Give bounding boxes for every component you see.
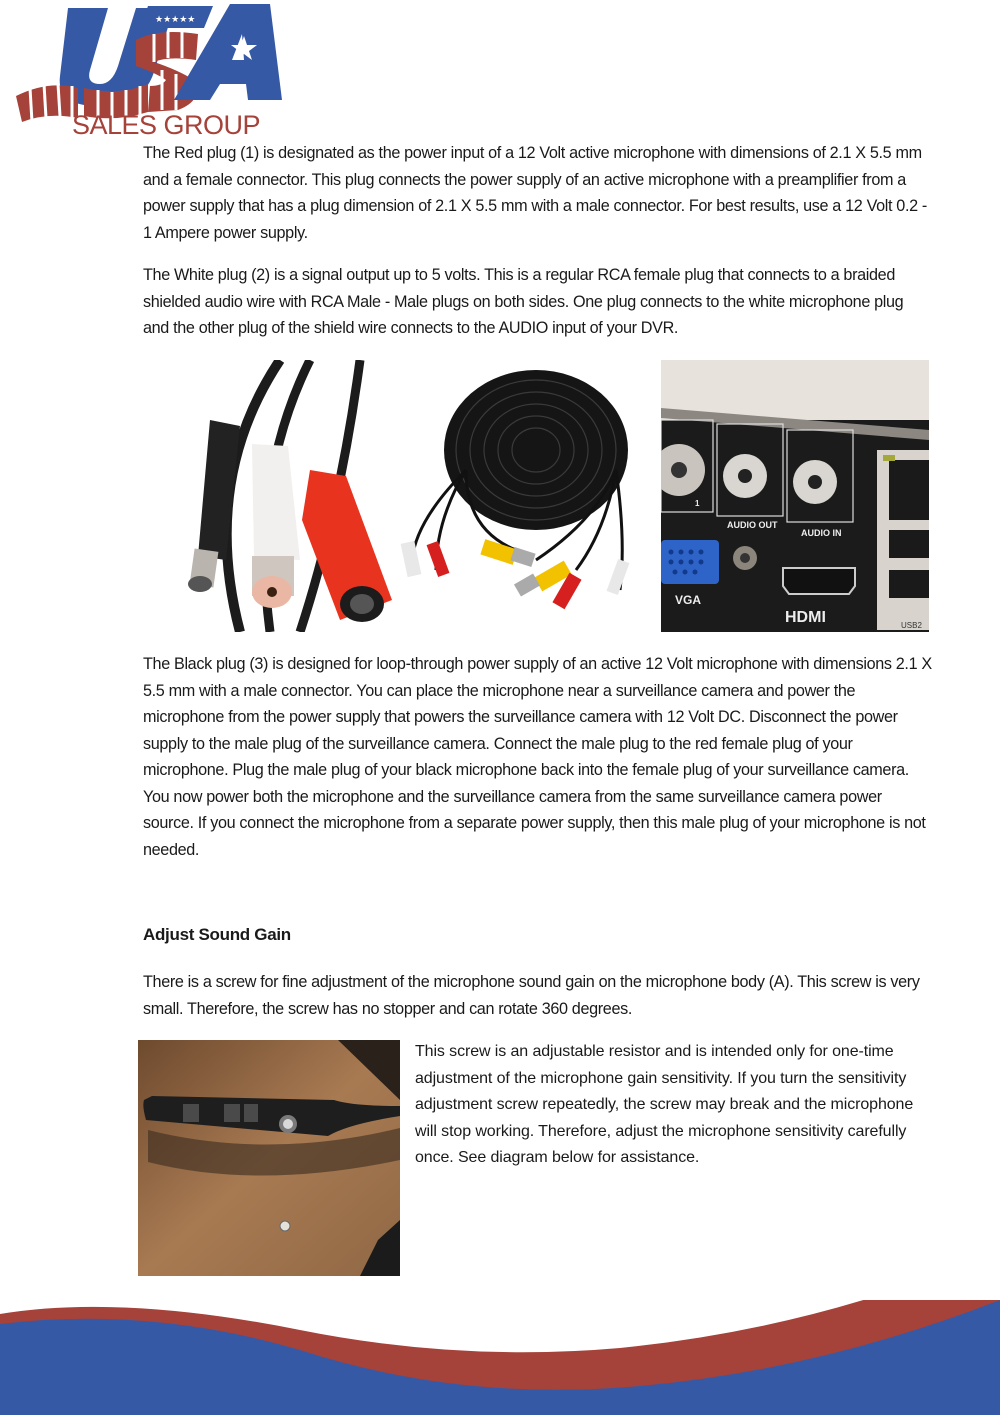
microphone-screw-photo: [138, 1040, 400, 1276]
logo-tagline: SALES GROUP: [72, 110, 261, 140]
sound-gain-intro-paragraph: There is a screw for fine adjustment of the microphone sound gain on the microphone body (A). This screw is very small. Therefore, the screw has no stopper and can rotate 360 degrees.: [143, 973, 920, 1018]
white-plug-paragraph: The White plug (2) is a signal output up to 5 volts. This is a regular RCA female plug that connects to a braided shielded audio wire with RCA Male - Male plugs on both sides. One plug connects to the white microphone plug and the other plug of the shield wire connects to the AUDIO input of your DVR.: [143, 266, 904, 337]
microphone-plugs-photo: [160, 360, 396, 632]
sound-gain-warning-paragraph: This screw is an adjustable resistor and is intended only for one-time adjustment of the microphone gain sensitivity. If you turn the sensitivity adjustment screw repeatedly, the screw may break and the microphone will stop working. Therefore, adjust the microphone sensitivity carefully once. See diagram below for assistance.: [415, 1043, 914, 1166]
dvr-label-audio-out: AUDIO OUT: [727, 520, 778, 530]
dvr-back-panel-photo: [661, 360, 929, 632]
dvr-label-usb: USB2: [901, 621, 922, 630]
dvr-label-hdmi: HDMI: [785, 609, 826, 626]
usa-sales-group-logo: [8, 0, 288, 140]
logo-stars: ★★★★★: [155, 15, 196, 25]
red-plug-paragraph: The Red plug (1) is designated as the power input of a 12 Volt active microphone with dimensions of 2.1 X 5.5 mm and a female connector. This plug connects the power supply of an active microphone with a preamplifier from a power supply that has a plug dimension of 2.1 X 5.5 mm with a male connector. For best results, use a 12 Volt 0.2 - 1 Ampere power supply.: [143, 144, 927, 242]
dvr-label-channel: 1: [695, 499, 700, 508]
dvr-label-audio-in: AUDIO IN: [801, 528, 842, 538]
dvr-label-vga: VGA: [675, 593, 702, 607]
cable-coil-photo: [396, 360, 656, 632]
connector-photos: [160, 360, 930, 632]
section-heading-adjust-sound-gain: Adjust Sound Gain: [143, 925, 291, 944]
black-plug-paragraph: The Black plug (3) is designed for loop-through power supply of an active 12 Volt microphone with dimensions 2.1 X 5.5 mm with a male connector. You can place the microphone near a surveillance camera and power the microphone from the power supply that powers the surveillance camera with 12 Volt DC. Disconnect the power supply to the male plug of the surveillance camera. Connect the male plug to the red female plug of your microphone. Plug the male plug of your black microphone back into the female plug of your surveillance camera. You now power both the microphone and the surveillance camera from the same surveillance camera power source. If you connect the microphone from a separate power supply, then this male plug of your microphone is not needed.: [143, 655, 932, 859]
footer-wave-decoration: [0, 1300, 1000, 1415]
logo-graphic: [8, 0, 288, 140]
